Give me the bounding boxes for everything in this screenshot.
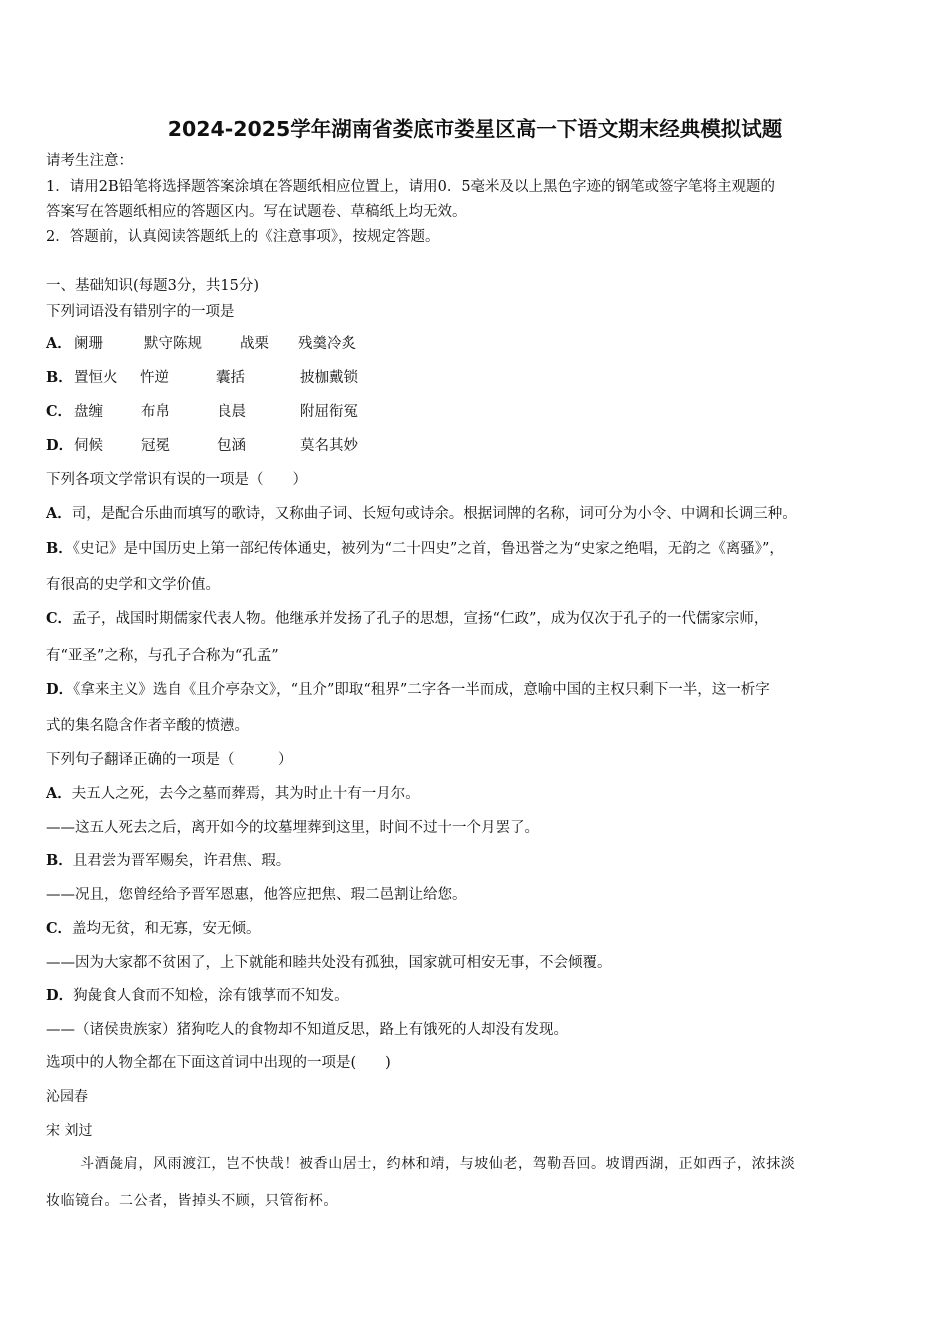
poem-body-line-1: 斗酒彘肩，风雨渡江，岂不快哉！被香山居士，约林和靖，与坡仙老，驾勒吾回。坡谓西湖，正如西子，浓抹淡 [80, 1156, 796, 1172]
notice-item-2: 2．答题前，认真阅读答题纸上的《注意事项》，按规定答题。 [46, 229, 440, 245]
option-letter: A． [46, 785, 72, 802]
option-letter: B． [46, 540, 73, 557]
q3-option-d [46, 986, 349, 1006]
option-text: 《拿来主义》选自《且介亭杂文》，“且介”即取“租界”二字各一半而成，意喻中国的主权只剩下一半，这一析字 [73, 682, 770, 698]
q4-stem: 选项中的人物全都在下面这首词中出现的一项是( ) [46, 1055, 391, 1071]
notice-item-1-line-1: 1．请用2B铅笔将选择题答案涂填在答题纸相应位置上，请用0．5毫米及以上黑色字迹的钢笔或签字笔将主观题的 [46, 179, 776, 195]
word: 残羹冷炙 [298, 336, 356, 352]
option-letter: A． [46, 505, 72, 522]
q3-option-b [46, 851, 290, 871]
poem-title: 沁园春 [46, 1089, 88, 1105]
option-text: 狗彘食人食而不知检，涂有饿莩而不知发。 [73, 988, 349, 1004]
q3-stem: 下列句子翻译正确的一项是（ ） [46, 752, 293, 768]
q3-option-c-translation: ——因为大家都不贫困了，上下就能和睦共处没有孤独，国家就可相安无事，不会倾覆。 [46, 955, 612, 971]
page-title: 2024-2025学年湖南省娄底市娄星区高一下语文期末经典模拟试题 [167, 117, 783, 141]
option-letter: D． [46, 987, 74, 1004]
option-text: 《史记》是中国历史上第一部纪传体通史，被列为“二十四史”之首，鲁迅誉之为“史家之绝唱，无韵之《离骚》”， [72, 541, 784, 557]
q3-option-a [46, 784, 420, 804]
poem-author: 宋 刘过 [46, 1123, 93, 1139]
notice-item-1-line-2: 答案写在答题纸相应的答题区内。写在试题卷、草稿纸上均无效。 [46, 204, 467, 220]
option-letter: C． [46, 403, 73, 420]
word: 布帛 [141, 404, 170, 420]
option-letter: D． [46, 437, 74, 454]
option-text: 夫五人之死，去今之墓而葬焉，其为时止十有一月尔。 [71, 786, 420, 802]
option-text: 且君尝为晋军赐矣，许君焦、瑕。 [72, 853, 291, 869]
q3-option-b-translation: ——况且，您曾经给予晋军恩惠，他答应把焦、瑕二邑割让给您。 [46, 887, 467, 903]
option-letter: A． [46, 335, 72, 352]
q2-stem: 下列各项文学常识有误的一项是（ ） [46, 472, 307, 488]
q1-stem: 下列词语没有错别字的一项是 [46, 304, 235, 320]
word: 伺候 [74, 438, 103, 454]
q1-option-a [46, 334, 356, 354]
q2-option-d-line-2: 式的集名隐含作者辛酸的愤懑。 [46, 718, 249, 734]
q3-option-d-translation: ——（诸侯贵族家）猪狗吃人的食物却不知道反思，路上有饿死的人却没有发现。 [46, 1022, 568, 1038]
option-text: 孟子，战国时期儒家代表人物。他继承并发扬了孔子的思想，宣扬“仁政”，成为仅次于孔子的一代儒家宗师， [72, 611, 769, 627]
option-letter: B． [46, 852, 73, 869]
poem-body-line-2: 妆临镜台。二公者，皆掉头不顾，只管衔杯。 [46, 1193, 338, 1209]
option-letter: C． [46, 920, 73, 937]
option-letter: B． [46, 369, 73, 386]
word: 默守陈规 [144, 336, 202, 352]
q2-option-c-line-1 [46, 609, 768, 629]
word: 忤逆 [140, 370, 169, 386]
q3-option-a-translation: ——这五人死去之后，离开如今的坟墓埋葬到这里，时间不过十一个月罢了。 [46, 820, 539, 836]
word: 披枷戴锁 [300, 370, 358, 386]
word: 莫名其妙 [300, 438, 358, 454]
q2-option-c-line-2: 有“亚圣”之称，与孔子合称为“孔孟” [46, 648, 279, 664]
q2-option-a [46, 504, 797, 524]
q1-option-d [46, 436, 358, 456]
q2-option-d-line-1 [46, 680, 770, 700]
word: 附屈衔冤 [300, 404, 358, 420]
option-text: 司，是配合乐曲而填写的歌诗，又称曲子词、长短句或诗余。根据词牌的名称，词可分为小令、中调和长调三种。 [71, 506, 797, 522]
q1-option-b [46, 368, 358, 388]
option-letter: C． [46, 610, 73, 627]
option-letter: D． [46, 681, 74, 698]
word: 战栗 [240, 336, 269, 352]
option-text: 盖均无贫，和无寡，安无倾。 [72, 921, 261, 937]
q3-option-c [46, 919, 261, 939]
word: 囊括 [216, 370, 245, 386]
word: 良晨 [217, 404, 246, 420]
word: 置恒火 [74, 370, 118, 386]
q1-option-c [46, 402, 358, 422]
word: 冠冕 [141, 438, 170, 454]
word: 盘缠 [74, 404, 103, 420]
word: 阑珊 [74, 336, 103, 352]
word: 包涵 [217, 438, 246, 454]
notice-heading: 请考生注意： [46, 153, 133, 169]
q2-option-b-line-1 [46, 539, 784, 559]
section-heading: 一、基础知识(每题3分，共15分) [46, 278, 259, 294]
q2-option-b-line-2: 有很高的史学和文学价值。 [46, 577, 220, 593]
